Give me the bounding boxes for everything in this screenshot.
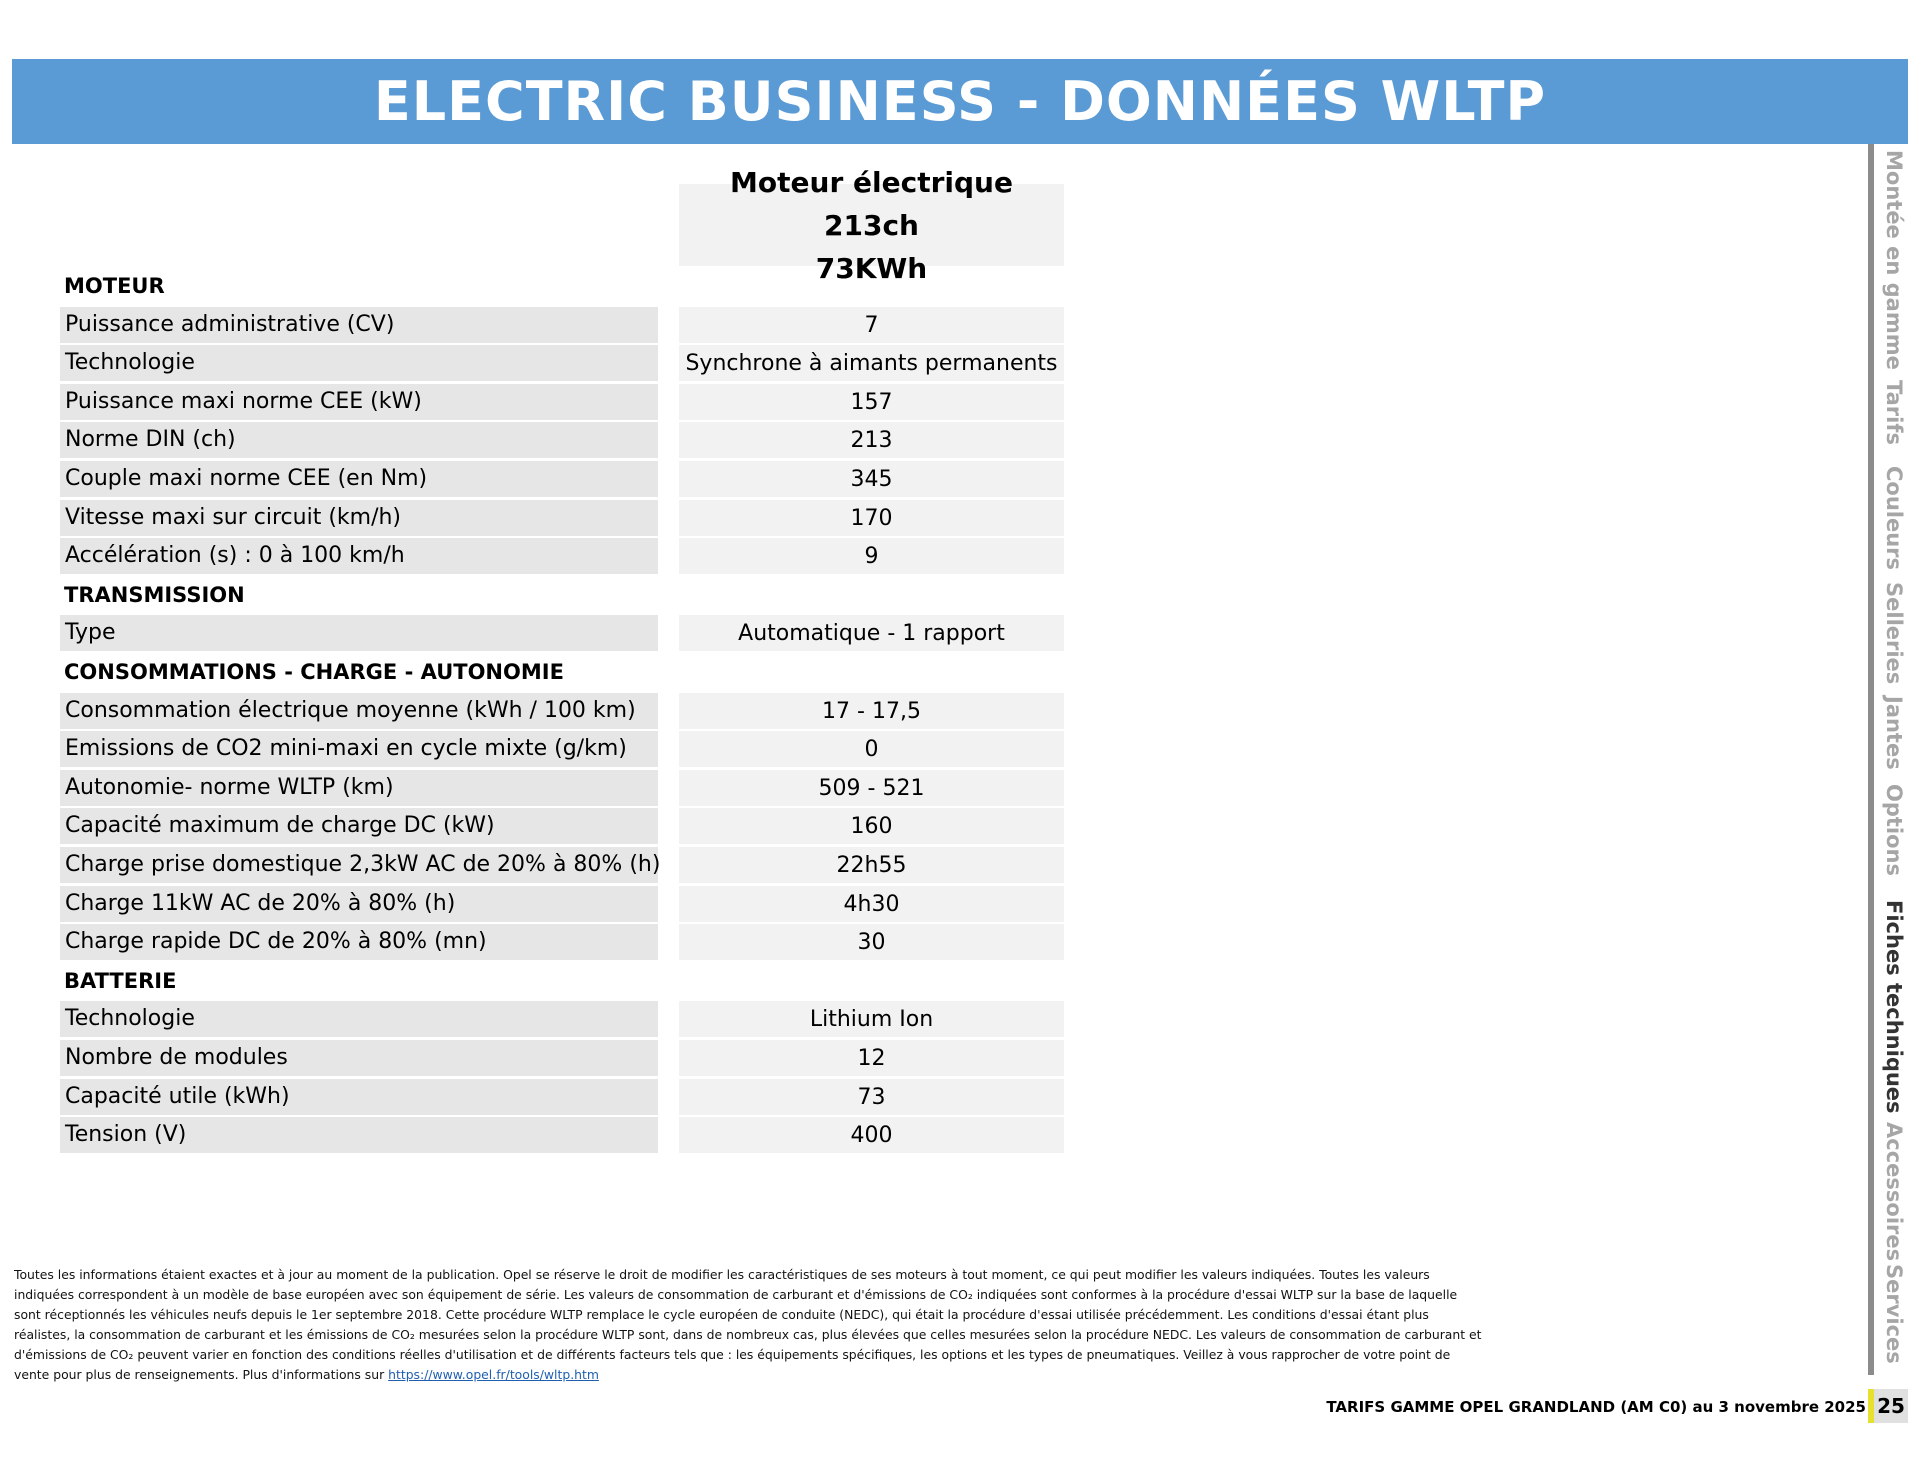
column-header-line1: Moteur électrique 213ch <box>730 165 1013 242</box>
spec-label: Consommation électrique moyenne (kWh / 100 km) <box>60 693 658 729</box>
section-heading: TRANSMISSION <box>64 583 245 607</box>
spec-label: Capacité utile (kWh) <box>60 1079 658 1115</box>
disclaimer-text: Toutes les informations étaient exactes et à jour au moment de la publication. Opel se réserve le droit de modifier les caractéristiques de ses moteurs à tout moment, ce qui peut modifier les valeurs indiquées. Toutes les valeurs indiquées correspondent à un modèle de base européen avec son équipement de série. Les valeurs de consommation de carburant et d'émissions de CO₂ indiquées sont conformes à la procédure d'essai WLTP sur la base de laquelle sont réceptionnés les véhicules neufs depuis le 1er septembre 2018. Cette procédure WLTP remplace le cycle européen de conduite (NEDC), qui était la procédure d'essai utilisée précédemment. Les conditions d'essai étant plus réalistes, la consommation de carburant et les émissions de CO₂ mesurées selon la procédure WLTP sont, dans de nombreux cas, plus élevées que celles mesurées selon la procédure NEDC. Les valeurs de consommation de carburant et d'émissions de CO₂ peuvent varier en fonction des conditions réelles d'utilisation et de différents facteurs tels que : les équipements spécifiques, les options et les types de pneumatiques. Veillez à vous rapprocher de votre point de vente pour plus de renseignements. Plus d'informations sur <box>14 1267 1482 1382</box>
spec-label: Puissance administrative (CV) <box>60 307 658 343</box>
spec-label: Vitesse maxi sur circuit (km/h) <box>60 500 658 536</box>
spec-value: 0 <box>679 731 1064 767</box>
spec-label: Technologie <box>60 1001 658 1037</box>
spec-label: Charge 11kW AC de 20% à 80% (h) <box>60 886 658 922</box>
spec-value: 7 <box>679 307 1064 343</box>
spec-value: 509 - 521 <box>679 770 1064 806</box>
spec-value: 73 <box>679 1079 1064 1115</box>
nav-item-couleurs[interactable]: Couleurs <box>1882 466 1906 571</box>
spec-value: 17 - 17,5 <box>679 693 1064 729</box>
footer-title: TARIFS GAMME OPEL GRANDLAND (AM C0) au 3 novembre 2025 <box>1326 1398 1866 1416</box>
spec-value: Synchrone à aimants permanents <box>679 345 1064 381</box>
side-navigation <box>1868 144 1908 1375</box>
nav-item-tarifs[interactable]: Tarifs <box>1882 380 1906 445</box>
wltp-link[interactable]: https://www.opel.fr/tools/wltp.htm <box>388 1367 599 1382</box>
spec-value: 345 <box>679 461 1064 497</box>
spec-label: Norme DIN (ch) <box>60 422 658 458</box>
nav-item-fiches-techniques[interactable]: Fiches techniques <box>1882 900 1906 1114</box>
spec-table <box>0 0 1100 1200</box>
spec-label: Autonomie- norme WLTP (km) <box>60 770 658 806</box>
section-heading: CONSOMMATIONS - CHARGE - AUTONOMIE <box>64 660 564 684</box>
spec-label: Nombre de modules <box>60 1040 658 1076</box>
spec-value: 30 <box>679 924 1064 960</box>
spec-label: Emissions de CO2 mini-maxi en cycle mixte (g/km) <box>60 731 658 767</box>
page-title: ELECTRIC BUSINESS - DONNÉES WLTP <box>373 70 1547 133</box>
spec-label: Puissance maxi norme CEE (kW) <box>60 384 658 420</box>
nav-item-jantes[interactable]: Jantes <box>1882 696 1906 770</box>
spec-label: Couple maxi norme CEE (en Nm) <box>60 461 658 497</box>
nav-item-services[interactable]: Services <box>1882 1264 1906 1364</box>
spec-value: 12 <box>679 1040 1064 1076</box>
spec-label: Technologie <box>60 345 658 381</box>
spec-label: Charge prise domestique 2,3kW AC de 20% à 80% (h) <box>60 847 658 883</box>
spec-value: Lithium Ion <box>679 1001 1064 1037</box>
spec-value: 400 <box>679 1117 1064 1153</box>
nav-item-accessoires[interactable]: Accessoires <box>1882 1122 1906 1262</box>
section-heading: MOTEUR <box>64 274 165 298</box>
spec-value: 213 <box>679 422 1064 458</box>
column-header-line2: 73KWh <box>815 251 928 285</box>
spec-value: 160 <box>679 808 1064 844</box>
spec-label: Capacité maximum de charge DC (kW) <box>60 808 658 844</box>
legal-disclaimer <box>14 1265 1484 1385</box>
spec-label: Type <box>60 615 658 651</box>
nav-item-options[interactable]: Options <box>1882 784 1906 876</box>
section-heading: BATTERIE <box>64 969 177 993</box>
spec-value: 22h55 <box>679 847 1064 883</box>
page-number: 25 <box>1868 1389 1908 1423</box>
nav-item-selleries[interactable]: Selleries <box>1882 582 1906 685</box>
spec-value: 4h30 <box>679 886 1064 922</box>
nav-item-mont-e-en-gamme[interactable]: Montée en gamme <box>1882 150 1906 370</box>
spec-label: Charge rapide DC de 20% à 80% (mn) <box>60 924 658 960</box>
spec-value: Automatique - 1 rapport <box>679 615 1064 651</box>
spec-value: 170 <box>679 500 1064 536</box>
spec-value: 157 <box>679 384 1064 420</box>
spec-label: Tension (V) <box>60 1117 658 1153</box>
spec-value: 9 <box>679 538 1064 574</box>
spec-label: Accélération (s) : 0 à 100 km/h <box>60 538 658 574</box>
